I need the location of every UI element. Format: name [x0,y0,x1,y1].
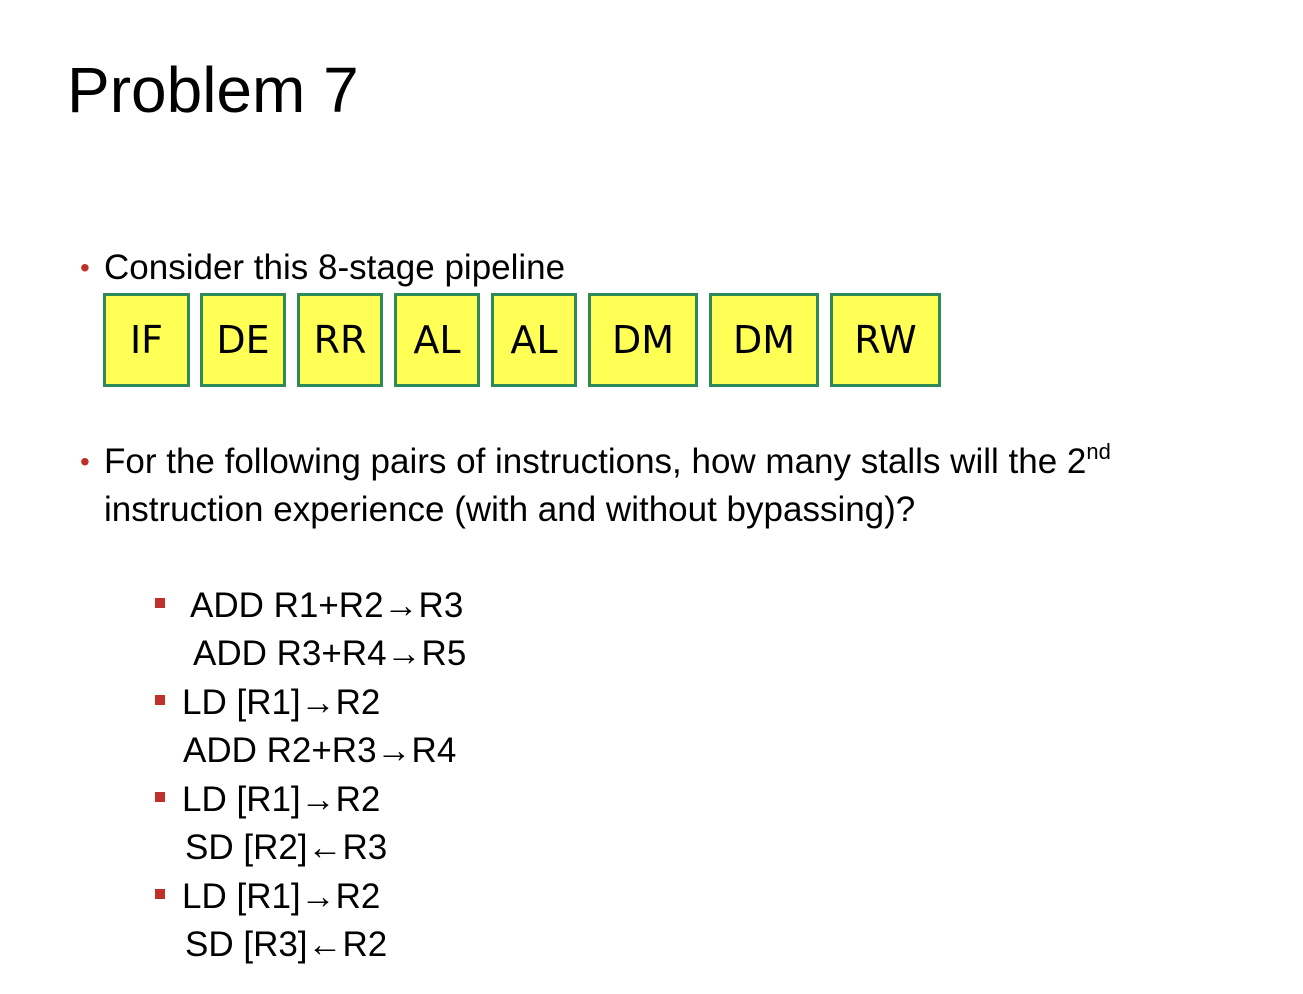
square-bullet-icon [155,598,165,608]
slide-title: Problem 7 [67,54,359,126]
pipeline-stage-de: DE [200,293,286,387]
bullet-dot: • [80,252,90,283]
pipeline-stage-dm-1: DM [588,293,698,387]
pair-3-second: SD [R2]←R3 [185,828,388,867]
pair-4-first: LD [R1]→R2 [182,877,381,916]
pair-1-first: ADD R1+R2→R3 [190,586,464,625]
square-bullet-icon [155,889,165,899]
intro-bullet-text: Consider this 8-stage pipeline [104,248,566,287]
question-line-2: instruction experience (with and without bypassing)? [104,490,916,529]
square-bullet-icon [155,792,165,802]
pair-2-second: ADD R2+R3→R4 [183,731,457,770]
pipeline-stage-rr: RR [297,293,383,387]
pipeline-stage-al-2: AL [491,293,577,387]
question-line-1: For the following pairs of instructions, how many stalls will the 2nd [104,439,1111,481]
pair-3-first: LD [R1]→R2 [182,780,381,819]
square-bullet-icon [155,695,165,705]
pipeline-stage-al-1: AL [394,293,480,387]
pair-1-second: ADD R3+R4→R5 [193,634,467,673]
question-text [104,438,1294,534]
bullet-dot: • [80,446,90,477]
pipeline-stage-rw: RW [830,293,941,387]
pair-4-second: SD [R3]←R2 [185,925,388,964]
pipeline-stage-if: IF [103,293,190,387]
pipeline-stage-dm-2: DM [709,293,819,387]
pair-2-first: LD [R1]→R2 [182,683,381,722]
ordinal-suffix: nd [1086,439,1111,464]
